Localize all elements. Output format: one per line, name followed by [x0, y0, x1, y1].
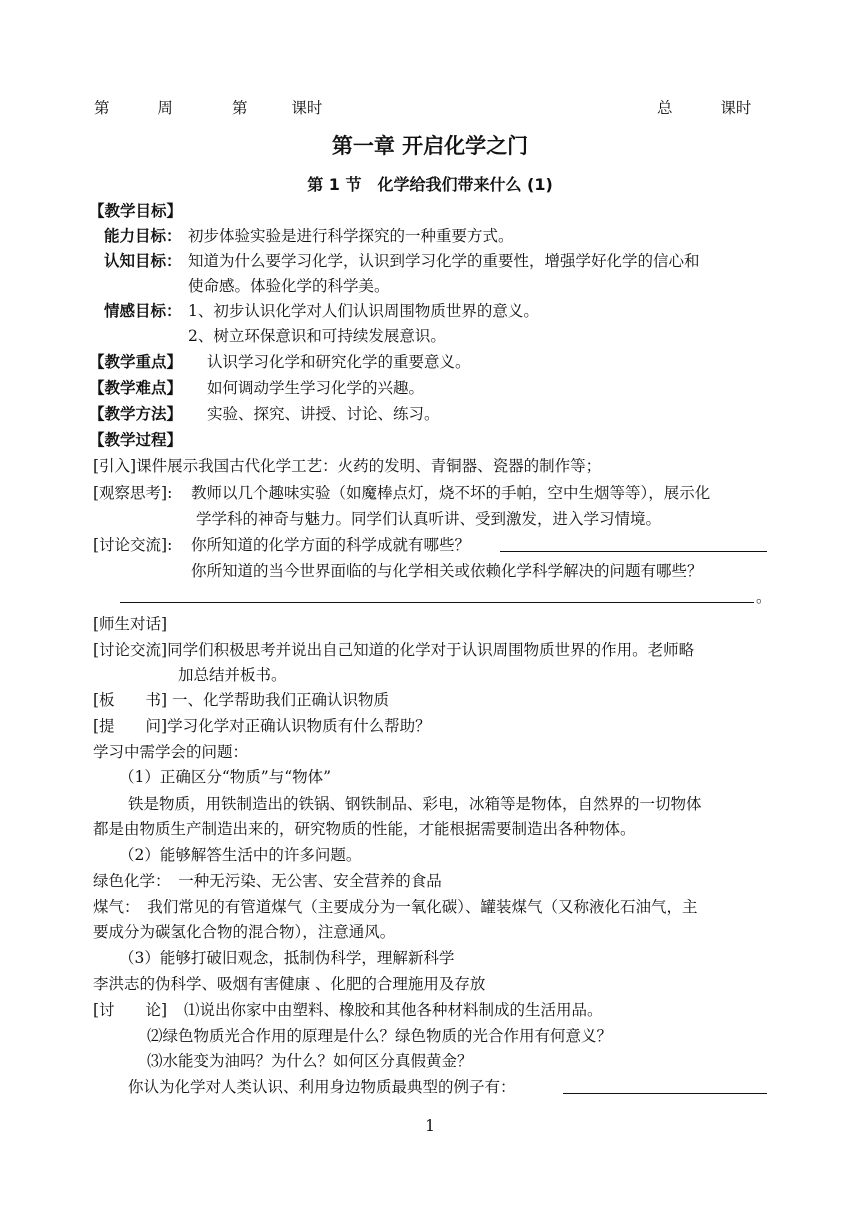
ability-label: 能力目标：	[104, 226, 182, 245]
cognitive-text-1: 知道为什么要学习化学，认识到学习化学的重要性，增强学好化学的信心和	[188, 252, 700, 270]
item1-heading: （1）正确区分“物质”与“物体”	[119, 768, 332, 786]
item2-heading: （2）能够解答生活中的许多问题。	[119, 846, 362, 864]
header-week-label: 第	[94, 99, 110, 117]
discuss-question-1: 你所知道的化学方面的科学成就有哪些？	[191, 536, 471, 554]
discuss3-question-2: ⑵绿色物质光合作用的原理是什么？绿色物质的光合作用有何意义？	[147, 1027, 613, 1045]
answer-blank-2	[120, 602, 754, 603]
discuss2-text-1: [讨论交流]同学们积极思考并说出自己知道的化学对于认识周围物质世界的作用。老师略	[93, 641, 695, 659]
gas-text-1: 煤气： 我们常见的有管道煤气（主要成分为一氧化碳）、罐装煤气（又称液化石油气，主	[93, 898, 698, 916]
cognitive-text-2: 使命感。体验化学的科学美。	[188, 277, 390, 295]
gas-text-2: 要成分为碳氢化合物的混合物），注意通风。	[93, 923, 396, 941]
item3-text: 李洪志的伪科学、吸烟有害健康 、化肥的合理施用及存放	[93, 975, 486, 993]
discuss3-question-3: ⑶水能变为油吗？为什么？如何区分真假黄金？	[147, 1052, 473, 1070]
intro-line: [引入]课件展示我国古代化学工艺：火药的发明、青铜器、瓷器的制作等；	[93, 457, 602, 475]
answer-end-period: 。	[756, 588, 772, 606]
header-week	[94, 98, 173, 118]
item1-text-1: 铁是物质，用铁制造出的铁锅、钢铁制品、彩电，冰箱等是物体，自然界的一切物体	[128, 795, 702, 813]
method-text: 实验、探究、讲授、讨论、练习。	[207, 405, 440, 423]
difficulty-text: 如何调动学生学习化学的兴趣。	[207, 379, 425, 397]
observe-text-1: 教师以几个趣味实验（如魔棒点灯，烧不坏的手帕，空中生烟等等），展示化	[191, 484, 711, 502]
objectives-heading: 【教学目标】	[89, 202, 183, 220]
need-learn-line: 学习中需学会的问题：	[93, 743, 249, 761]
difficulty-label: 【教学难点】	[89, 379, 183, 397]
key-point-label: 【教学重点】	[89, 353, 183, 371]
answer-blank-1	[500, 551, 767, 552]
process-heading: 【教学过程】	[89, 431, 183, 449]
item3-heading: （3）能够打破旧观念，抵制伪科学，理解新科学	[119, 949, 455, 967]
method-label: 【教学方法】	[89, 405, 183, 423]
green-chem-line: 绿色化学： 一种无污染、无公害、安全营养的食品	[93, 872, 442, 890]
ability-text: 初步体验实验是进行科学探究的一种重要方式。	[188, 227, 514, 245]
header-total-unit: 课时	[720, 99, 752, 117]
discuss3-question-1: ⑴说出你家中由塑料、橡胶和其他各种材料制成的生活用品。	[184, 1001, 603, 1019]
item1-text-2: 都是由物质生产制造出来的，研究物质的性能，才能根据需要制造出各种物体。	[93, 820, 636, 838]
dialogue-line: [师生对话]	[93, 615, 168, 633]
section-title: 第 1 节 化学给我们带来什么 (1)	[307, 175, 553, 194]
observe-label: [观察思考]:	[93, 484, 173, 502]
emotion-label: 情感目标：	[104, 301, 182, 320]
discuss-label: [讨论交流]:	[93, 536, 173, 554]
emotion-text-2: 2、树立环保意识和可持续发展意识。	[188, 327, 446, 345]
header-total	[657, 98, 751, 118]
ask-line: [提 问]学习化学对正确认识物质有什么帮助？	[93, 717, 431, 735]
discuss2-text-2: 加总结并板书。	[178, 666, 287, 684]
example-prompt: 你认为化学对人类认识、利用身边物质最典型的例子有：	[128, 1078, 516, 1096]
header-total-label: 总	[657, 99, 673, 117]
discuss-question-2: 你所知道的当今世界面临的与化学相关或依赖化学科学解决的问题有哪些？	[191, 562, 703, 580]
board-line: [板 书] 一、化学帮助我们正确认识物质	[93, 691, 390, 709]
key-point-text: 认识学习化学和研究化学的重要意义。	[207, 353, 471, 371]
chapter-title: 第一章 开启化学之门	[331, 134, 529, 158]
page-number: 1	[425, 1117, 435, 1135]
answer-blank-3	[563, 1093, 767, 1094]
header-lesson	[232, 98, 322, 118]
header-lesson-label: 第	[232, 99, 248, 117]
discuss3-label: [讨 论]	[93, 1001, 168, 1019]
cognitive-label: 认知目标：	[104, 251, 182, 270]
header-lesson-unit: 课时	[291, 99, 323, 117]
emotion-text-1: 1、初步认识化学对人们认识周围物质世界的意义。	[188, 302, 539, 320]
header-week-unit: 周	[157, 99, 173, 117]
observe-text-2: 学学科的神奇与魅力。同学们认真听讲、受到激发，进入学习情境。	[196, 510, 662, 528]
